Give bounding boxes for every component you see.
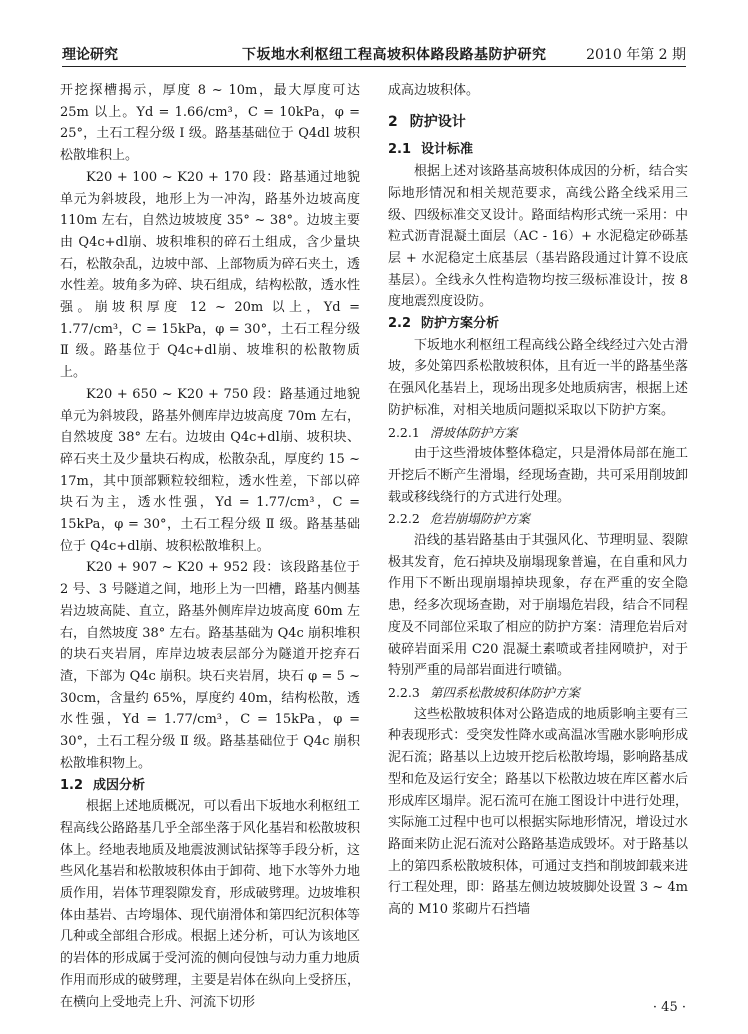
section-title: 成因分析: [93, 777, 146, 793]
left-column: [60, 80, 360, 1013]
section-number: 2.2: [388, 316, 412, 332]
paragraph: 根据上述地质概况，可以看出下坂地水利枢纽工程高线公路路基几乎全部坐落于风化基岩和松散坡积体上。经地表地质及地震波测试钻探等手段分析，这些风化基岩和松散坡积体由于卸荷、地下水等外力地质作用，岩体节理裂隙发育，形成破劈理。边坡堆积体由基岩、古垮塌体、现代崩滑体和第四纪沉积体等几种或全部组合形成。根据上述分析，可认为该地区的岩体的形成属于受河流的侧向侵蚀与动力重力地质作用而形成的破劈理，主要是岩体在纵向上受挤压，在横向上受地壳上升、河流下切形: [60, 799, 360, 1010]
section-title: 防护设计: [409, 113, 466, 130]
paragraph: K20 + 100 ~ K20 + 170 段：路基通过地貌单元为斜坡段，地形上为一冲沟，路基外边坡高度 110m 左右，自然边坡坡度 35° ~ 38°。边坡主要由 Q4c+dl崩、坡积堆积的碎石土组成，含少量块石，松散杂乱，边坡中部、上部物质为碎石夹土，透水性差。坡角多为碎、块石组成，结构松散，透水性强。崩坡积厚度 12 ~ 20m 以上，Yd = 1.77/cm³，C = 15kPa，φ = 30°，土石工程分级 Ⅱ 级。路基位于 Q4c+dl崩、坡堆积的松散物质上。: [60, 169, 360, 381]
section-number: 2.2.1: [388, 424, 420, 440]
section-number: 2.2.3: [388, 684, 420, 700]
page-number: · 45 ·: [652, 1000, 686, 1015]
section-number: 2.2.2: [388, 511, 420, 527]
section-number: 1.2: [60, 777, 84, 793]
paragraph: K20 + 650 ~ K20 + 750 段：路基通过地貌单元为斜坡段，路基外侧库岸边坡高度 70m 左右，自然坡度 38° 左右。边坡由 Q4c+dl崩、坡积块、碎石夹土及少量块石构成，松散杂乱，厚度约 15 ~ 17m，其中顶部颗粒较细粒，透水性差，下部以碎块石为主，透水性强，Yd = 1.77/cm³，C = 15kPa，φ = 30°，土石工程分级 Ⅱ 级。路基基础位于 Q4c+dl崩、坡积松散堆积上。: [60, 386, 360, 554]
subsubsection-heading: [388, 682, 688, 704]
section-heading: [60, 775, 360, 797]
subsection-heading: [388, 313, 688, 335]
section-heading: [388, 112, 688, 134]
running-title: 下坂地水利枢纽工程高坡积体路段路基防护研究: [242, 47, 547, 63]
section-title: 危岩崩塌防护方案: [429, 511, 530, 527]
paragraph: 下坂地水利枢纽工程高线公路全线经过六处古滑坡，多处第四系松散坡积体，且有近一半的路基坐落在强风化基岩上，现场出现多处地质病害，根据上述防护标准，对相关地质问题拟采取以下防护方案。: [388, 337, 688, 418]
paragraph: 沿线的基岩路基由于其强风化、节理明显、裂隙极其发育，危石掉块及崩塌现象普遍，在自重和风力作用下不断出现崩塌掉块现象，存在严重的安全隐患，经多次现场查勘，对于崩塌危岩段，结合不同程度及不同部位采取了相应的防护方案：清理危岩后对破碎岩面采用 C20 混凝土素喷或者挂网喷护，对于特别严重的局部岩面进行喷锚。: [388, 533, 688, 679]
paragraph: 根据上述对该路基高坡积体成因的分析，结合实际地形情况和相关规范要求，高线公路全线采用三级、四级标准交叉设计。路面结构形式统一采用：中粒式沥青混凝土面层（AC - 16）+ 水泥稳定砂砾基层 + 水泥稳定土底基层（基岩路段通过计算不设底基层）。全线永久性构造物均按三级标准设计，按 8 度地震烈度设防。: [388, 164, 688, 310]
section-number: 2: [388, 113, 398, 130]
section-label: 理论研究: [62, 47, 118, 63]
section-title: 设计标准: [421, 142, 474, 158]
subsubsection-heading: [388, 508, 688, 530]
paragraph: 这些松散坡积体对公路造成的地质影响主要有三种表现形式：受突发性降水或高温冰雪融水影响形成泥石流；路基以上边坡开挖后松散垮塌，影响路基成型和危及运行安全；路基以下松散边坡在库区蓄水后形成库区塌岸。泥石流可在施工图设计中进行处理，实际施工过程中也可以根据实际地形情况，增设过水路面来防止泥石流对公路路基造成毁坏。对于路基以上的第四系松散坡积体，可通过支挡和削坡卸载来进行工程处理，即：路基左侧边坡坡脚处设置 3 ~ 4m 高的 M10 浆砌片石挡墙: [388, 706, 688, 918]
running-header: [62, 40, 686, 67]
section-number: 2.1: [388, 142, 412, 158]
section-title: 第四系松散坡积体防护方案: [429, 684, 580, 700]
section-title: 滑坡体防护方案: [429, 424, 518, 440]
paragraph: K20 + 907 ~ K20 + 952 段：该段路基位于 2 号、3 号隧道之间，地形上为一凹槽，路基内侧基岩边坡高陡、直立，路基外侧库岸边坡高度 60m 左右，自然坡度 38° 左右。路基基础为 Q4c 崩积堆积的块石夹岩屑，库岸边坡表层部分为隧道开挖弃石渣，下部为 Q4c 崩积。块石夹岩屑，块石 φ = 5 ~ 30cm，含量约 65%，厚度约 40m，结构松散，透水性强，Yd = 1.77/cm³，C = 15kPa，φ = 30°，土石工程分级 Ⅱ 级。路基基础位于 Q4c 崩积松散堆积物上。: [60, 560, 360, 771]
paragraph: 开挖探槽揭示，厚度 8 ~ 10m，最大厚度可达 25m 以上。Yd = 1.66/cm³，C = 10kPa，φ = 25°，土石工程分级 Ⅰ 级。路基基础位于 Q4dl 坡积松散堆积上。: [60, 83, 360, 164]
subsubsection-heading: [388, 422, 688, 444]
right-column: [388, 80, 688, 921]
issue-label: 2010 年第 2 期: [586, 47, 686, 63]
section-title: 防护方案分析: [421, 316, 500, 332]
paragraph: 由于这些滑坡体整体稳定，只是滑体局部在施工开挖后不断产生滑塌，经现场查勘，共可采用削坡卸载或移线绕行的方式进行处理。: [388, 446, 688, 505]
subsection-heading: [388, 139, 688, 161]
paragraph: 成高边坡积体。: [388, 83, 480, 98]
